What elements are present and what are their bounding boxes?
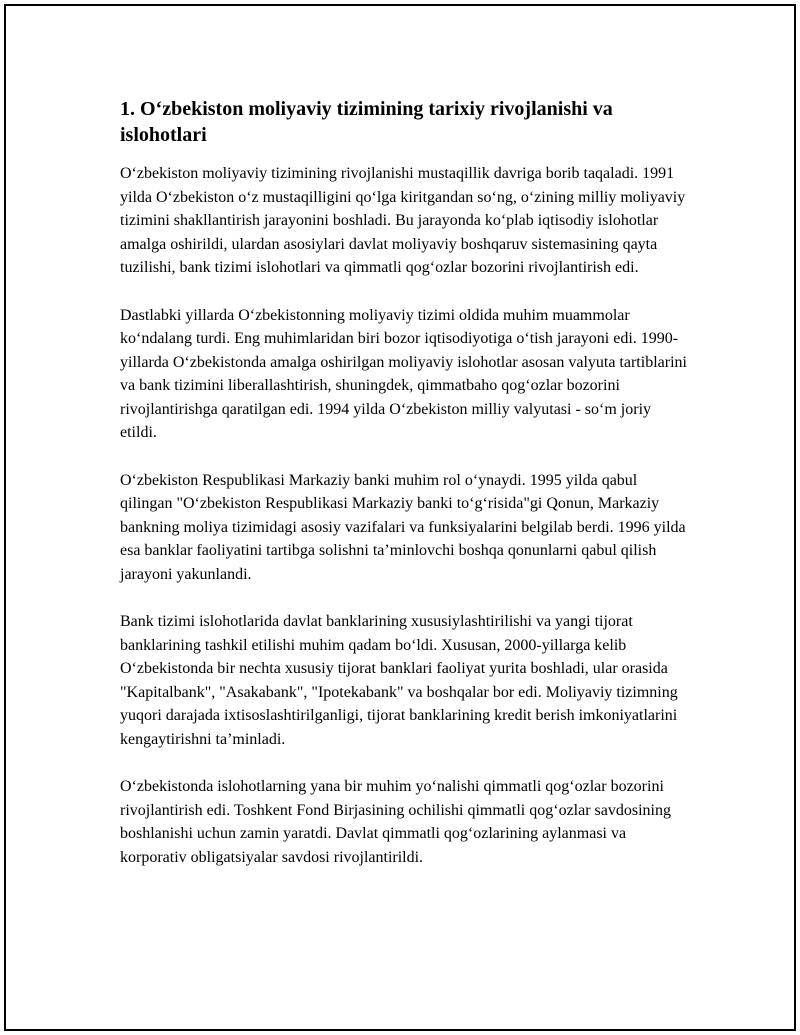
paragraph-1: O‘zbekiston moliyaviy tizimining rivojlanishi mustaqillik davriga borib taqaladi. 1991 yilda O‘zbekiston o‘z mustaqilligini qo‘lga kiritgandan so‘ng, o‘zining milliy moliyaviy tizimini shakllantirish jarayonini boshladi. Bu jarayonda ko‘plab iqtisodiy islohotlar amalga oshirildi, ulardan asosiylari davlat moliyaviy boshqaruv sistemasining qayta tuzilishi, bank tizimi islohotlari va qimmatli qog‘ozlar bozorini rivojlantirish edi. [120,165,686,276]
document-page [4,4,796,1031]
paragraph-5: O‘zbekistonda islohotlarning yana bir muhim yo‘nalishi qimmatli qog‘ozlar bozorini rivojlantirish edi. Toshkent Fond Birjasining ochilishi qimmatli qog‘ozlar savdosining boshlanishi uchun zamin yaratdi. Davlat qimmatli qog‘ozlarining aylanmasi va korporativ obligatsiyalar savdosi rivojlantirildi. [120,778,671,866]
document-content [120,96,690,893]
paragraph-4: Bank tizimi islohotlarida davlat banklarining xususiylashtirilishi va yangi tijorat banklarining tashkil etilishi muhim qadam bo‘ldi. Xususan, 2000-yillarga kelib O‘zbekistonda bir nechta xususiy tijorat banklari faoliyat yurita boshladi, ular orasida "Kapitalbank", "Asakabank", "Ipotekabank" va boshqalar bor edi. Moliyaviy tizimning yuqori darajada ixtisoslashtirilganligi, tijorat banklarining kredit berish imkoniyatlarini kengaytirishni ta’minladi. [120,613,678,748]
paragraph-3: O‘zbekiston Respublikasi Markaziy banki muhim rol o‘ynaydi. 1995 yilda qabul qilingan "O‘zbekiston Respublikasi Markaziy banki to‘g‘risida"gi Qonun, Markaziy bankning moliya tizimidagi asosiy vazifalari va funksiyalarini belgilab berdi. 1996 yilda esa banklar faoliyatini tartibga solishni ta’minlovchi boshqa qonunlarni qabul qilish jarayoni yakunlandi. [120,471,686,583]
section-heading: 1. O‘zbekiston moliyaviy tizimining tarixiy rivojlanishi va islohotlari [120,98,613,146]
paragraph-2: Dastlabki yillarda O‘zbekistonning moliyaviy tizimi oldida muhim muammolar ko‘ndalang turdi. Eng muhimlaridan biri bozor iqtisodiyotiga o‘tish jarayoni edi. 1990-yillarda O‘zbekistonda amalga oshirilgan moliyaviy islohotlar asosan valyuta tartiblarini va bank tizimini liberallashtirish, shuningdek, qimmatbaho qog‘ozlar bozorini rivojlantirishga qaratilgan edi. 1994 yilda O‘zbekiston milliy valyutasi - so‘m joriy etildi. [120,306,687,441]
